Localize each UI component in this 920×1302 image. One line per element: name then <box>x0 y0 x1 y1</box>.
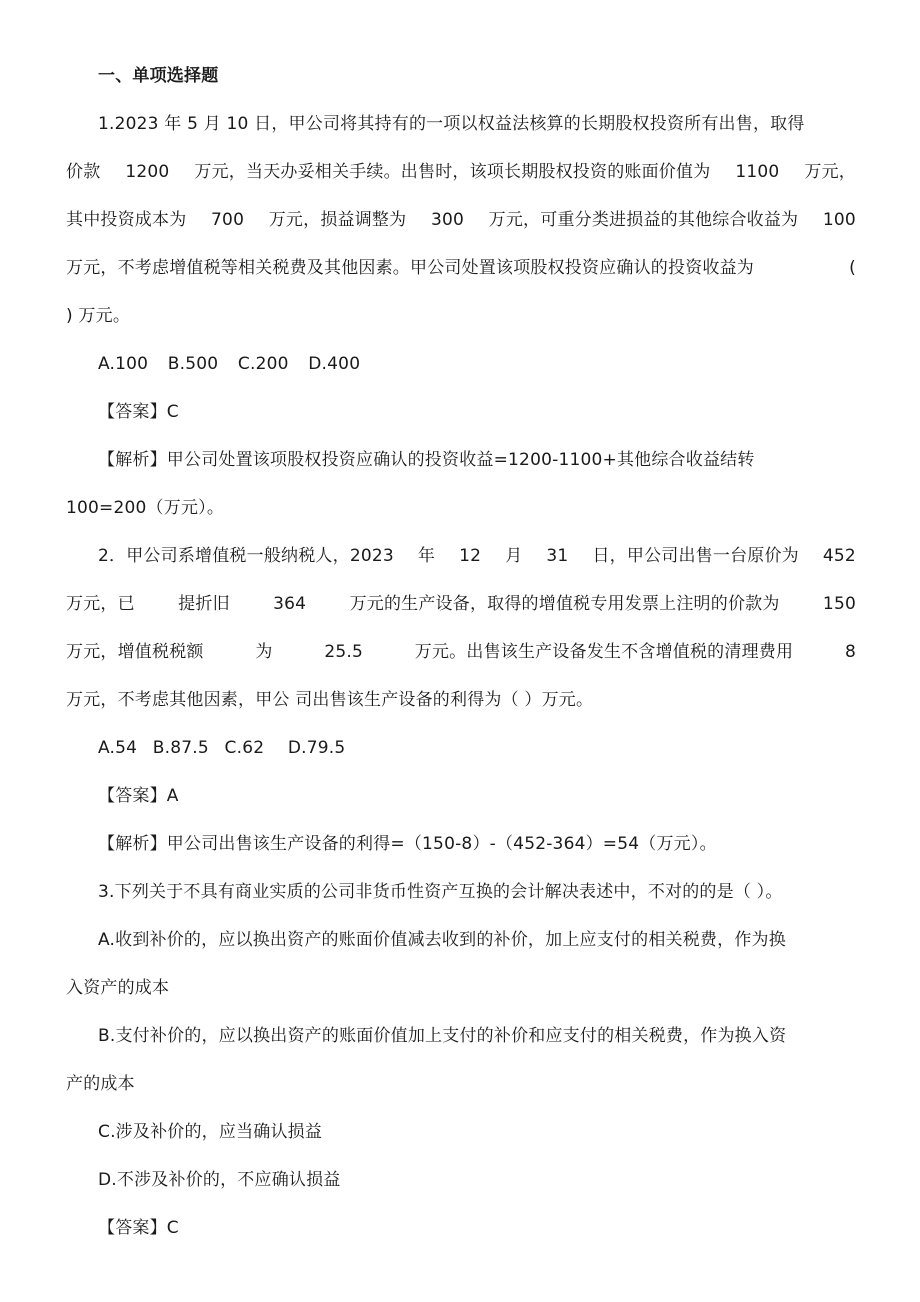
q1-stem-line-5: ) 万元。 <box>66 306 131 326</box>
q1-stem-text: 万元，可重分类进损益的其他综合收益为 <box>488 210 799 230</box>
q1-stem-text: 300 <box>430 210 465 230</box>
q3-option-b-line-2: 产的成本 <box>66 1074 135 1094</box>
q2-stem-text: 万元。出售该生产设备发生不含增值税的清理费用 <box>414 642 794 662</box>
q2-stem-text: 2．甲公司系增值税一般纳税人，2023 <box>98 546 394 566</box>
q1-stem-line-3 <box>66 196 856 244</box>
q2-stem-text: 万元的生产设备，取得的增值税专用发票上注明的价款为 <box>349 594 780 614</box>
q1-stem-text: ( <box>849 258 856 278</box>
q3-option-a-line-2: 入资产的成本 <box>66 978 170 998</box>
q2-option-b: B.87.5 <box>152 738 209 758</box>
q1-analysis-line-1: 【解析】甲公司处置该项股权投资应确认的投资收益=1200-1100+其他综合收益结转 <box>98 450 755 470</box>
q3-stem: 3.下列关于不具有商业实质的公司非货币性资产互换的会计解决表述中，不对的的是（ ）。 <box>98 882 783 902</box>
q3-option-b-line-1: B.支付补价的，应以换出资产的账面价值加上支付的补价和应支付的相关税费，作为换入资 <box>98 1026 787 1046</box>
q2-answer: 【答案】A <box>98 786 179 806</box>
q2-stem-text: 8 <box>844 642 856 662</box>
q1-option-c: C.200 <box>237 354 289 374</box>
q1-stem-text: 价款 <box>66 162 101 182</box>
q2-stem-text: 万元，已 <box>66 594 135 614</box>
q2-stem-line-4: 万元，不考虑其他因素，甲公 司出售该生产设备的利得为（ ）万元。 <box>66 690 594 710</box>
q2-stem-text: 452 <box>822 546 856 566</box>
q2-stem-text: 364 <box>273 594 307 614</box>
q1-stem-line-1: 1.2023 年 5 月 10 日，甲公司将其持有的一项以权益法核算的长期股权投资所有出售，取得 <box>98 114 805 134</box>
q2-stem-text: 为 <box>255 642 273 662</box>
q1-stem-line-4 <box>66 244 856 292</box>
q2-stem-line-1 <box>66 532 856 580</box>
q1-stem-text: 万元，不考虑增值税等相关税费及其他因素。甲公司处置该项股权投资应确认的投资收益为 <box>66 258 754 278</box>
q1-option-a: A.100 <box>98 354 149 374</box>
q2-options <box>66 724 856 772</box>
q1-stem-line-2 <box>66 148 856 196</box>
q1-stem-text: 100 <box>822 210 856 230</box>
q2-stem-text: 万元，增值税税额 <box>66 642 204 662</box>
q1-answer: 【答案】C <box>98 402 179 422</box>
q2-stem-text: 25.5 <box>324 642 363 662</box>
q1-stem-text: 1100 <box>735 162 780 182</box>
q2-stem-text: 31 <box>546 546 569 566</box>
q2-stem-text: 12 <box>459 546 482 566</box>
q2-stem-text: 月 <box>505 546 523 566</box>
q1-stem-text: 万元， <box>804 162 856 182</box>
q2-option-d: D.79.5 <box>287 738 346 758</box>
q1-stem-text: 万元，当天办妥相关手续。出售时，该项长期股权投资的账面价值为 <box>194 162 711 182</box>
q2-stem-line-3 <box>66 628 856 676</box>
q1-stem-text: 万元，损益调整为 <box>268 210 407 230</box>
q2-stem-text: 年 <box>417 546 436 566</box>
q2-stem-line-2 <box>66 580 856 628</box>
q1-analysis-line-2: 100=200（万元）。 <box>66 498 225 518</box>
q2-stem-text: 150 <box>822 594 856 614</box>
document-page <box>66 52 856 1252</box>
q1-option-b: B.500 <box>167 354 219 374</box>
q3-option-c: C.涉及补价的，应当确认损益 <box>98 1122 323 1142</box>
q1-stem-text: 700 <box>211 210 245 230</box>
q1-options <box>66 340 856 388</box>
q1-stem-text: 其中投资成本为 <box>66 210 187 230</box>
q3-option-a-line-1: A.收到补价的，应以换出资产的账面价值减去收到的补价，加上应支付的相关税费，作为换 <box>98 930 786 950</box>
q2-option-a: A.54 <box>98 738 138 758</box>
q1-stem-text: 1200 <box>125 162 170 182</box>
q2-option-c: C.62 <box>224 738 265 758</box>
section-title: 一、单项选择题 <box>98 66 219 86</box>
q3-option-d: D.不涉及补价的，不应确认损益 <box>98 1170 341 1190</box>
q3-answer: 【答案】C <box>98 1218 179 1238</box>
q2-stem-text: 提折旧 <box>178 594 230 614</box>
q2-stem-text: 日，甲公司出售一台原价为 <box>592 546 799 566</box>
q2-analysis: 【解析】甲公司出售该生产设备的利得=（150-8）-（452-364）=54（万元）。 <box>98 834 717 854</box>
q1-option-d: D.400 <box>308 354 361 374</box>
